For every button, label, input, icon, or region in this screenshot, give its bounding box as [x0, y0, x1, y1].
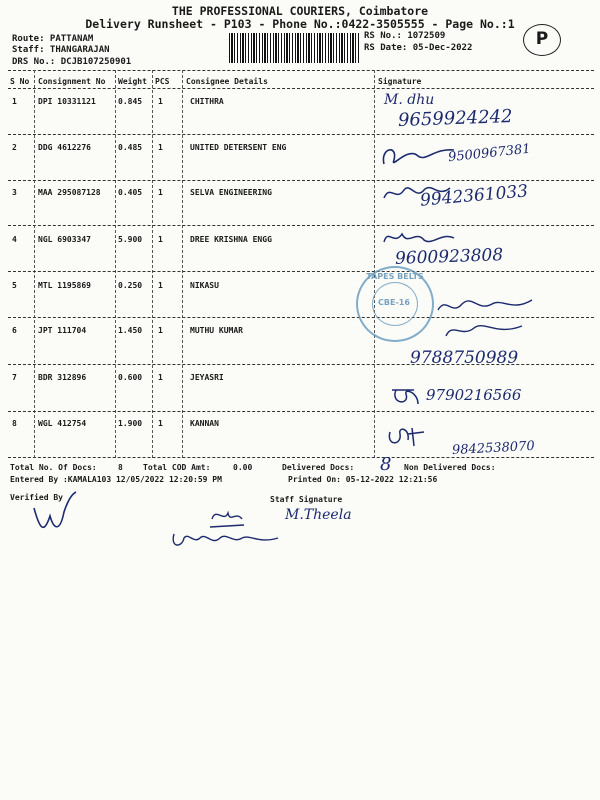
delivered-docs-handwritten: 8: [380, 454, 392, 475]
row-signature-scribble: [378, 140, 458, 174]
row-signature-phone: 9842538070: [451, 438, 536, 459]
row-consignment: MTL 1195869: [38, 281, 91, 290]
route-text: Route: PATTANAM: [12, 34, 94, 44]
row-weight: 0.600: [118, 373, 143, 382]
col-header-consignee: Consignee Details: [186, 77, 268, 86]
row-consignment: DDG 4612276: [38, 143, 91, 152]
row-signature-name: M. dhu: [384, 92, 435, 108]
rs-date: RS Date: 05-Dec-2022: [364, 43, 473, 53]
row-rule: [8, 411, 594, 412]
row-signature-phone: 9659924242: [397, 106, 513, 131]
row-pcs: 1: [158, 143, 163, 152]
row-signature-scribble: [384, 420, 434, 450]
row-weight: 1.450: [118, 326, 143, 335]
row-consignee: SELVA ENGINEERING: [190, 188, 272, 197]
row-sno: 4: [12, 235, 17, 244]
row-signature-phone: 9600923808: [394, 245, 504, 269]
row-signature-phone: 9942361033: [419, 181, 529, 211]
col-divider: [34, 70, 35, 458]
col-header-consignment: Consignment No: [38, 77, 106, 86]
row-consignment: BDR 312896: [38, 373, 87, 382]
drs-number: DRS No.: DCJB107250901: [12, 57, 132, 67]
company-stamp: [356, 266, 434, 342]
row-consignee: DREE KRISHNA ENGG: [190, 235, 272, 244]
row-pcs: 1: [158, 326, 163, 335]
runsheet-subtitle: Delivery Runsheet - P103 - Phone No.:0422-3505555 - Page No.:1: [85, 17, 515, 31]
col-header-signature: Signature: [378, 77, 422, 86]
row-consignment: WGL 412754: [38, 419, 87, 428]
staff-initial-scribble: [208, 505, 248, 529]
circle-mark-letter: P: [535, 29, 549, 49]
barcode: [229, 33, 359, 63]
handwritten-circle-mark: [523, 24, 561, 56]
entered-by: Entered By :KAMALA103 12/05/2022 12:20:59 PM: [10, 475, 222, 484]
row-pcs: 1: [158, 373, 163, 382]
total-cod-value: 0.00: [233, 463, 253, 472]
row-rule: [8, 134, 594, 135]
row-consignee: JEYASRI: [190, 373, 224, 382]
row-rule: [8, 364, 594, 365]
row-signature-scribble: [388, 382, 424, 410]
row-sno: 8: [12, 419, 17, 428]
col-header-weight: Weight: [118, 77, 147, 86]
row-consignee: NIKASU: [190, 281, 219, 290]
row-consignment: DPI 10331121: [38, 97, 96, 106]
table-top-rule: [8, 70, 594, 71]
row-pcs: 1: [158, 281, 163, 290]
row-consignment: JPT 111704: [38, 326, 87, 335]
row-sno: 7: [12, 373, 17, 382]
company-title: THE PROFESSIONAL COURIERS, Coimbatore: [171, 4, 429, 18]
table-header-rule: [8, 88, 594, 89]
row-weight: 5.900: [118, 235, 143, 244]
row-pcs: 1: [158, 235, 163, 244]
row-pcs: 1: [158, 419, 163, 428]
row-sno: 5: [12, 281, 17, 290]
row-signature-phone: 9788750989: [410, 348, 519, 368]
row-weight: 0.845: [118, 97, 143, 106]
col-divider: [374, 70, 375, 458]
delivered-docs-label: Delivered Docs:: [282, 463, 355, 472]
verified-by-label: Verified By: [10, 493, 63, 502]
staff-signature-name: M.Theela: [285, 507, 352, 523]
staff-full-signature: [168, 528, 288, 552]
row-pcs: 1: [158, 188, 163, 197]
total-cod-label: Total COD Amt:: [143, 463, 211, 472]
total-docs-label: Total No. Of Docs:: [10, 463, 97, 472]
row-weight: 0.485: [118, 143, 143, 152]
row-weight: 0.250: [118, 281, 143, 290]
row-consignee: UNITED DETERSENT ENG: [190, 143, 287, 152]
row-consignment: NGL 6903347: [38, 235, 91, 244]
printed-on: Printed On: 05-12-2022 12:21:56: [288, 475, 438, 484]
total-docs-value: 8: [118, 463, 123, 472]
col-header-pcs: PCS: [155, 77, 170, 86]
row-rule: [8, 271, 594, 272]
col-divider: [182, 70, 183, 458]
row-consignee: KANNAN: [190, 419, 219, 428]
row-consignee: CHITHRA: [190, 97, 224, 106]
staff-signature-label: Staff Signature: [270, 495, 343, 504]
col-divider: [152, 70, 153, 458]
row-weight: 0.405: [118, 188, 143, 197]
row-sno: 2: [12, 143, 17, 152]
table-bottom-rule: [8, 457, 594, 458]
row-weight: 1.900: [118, 419, 143, 428]
row-rule: [8, 225, 594, 226]
row-pcs: 1: [158, 97, 163, 106]
staff-text: Staff: THANGARAJAN: [12, 45, 110, 55]
row-sno: 6: [12, 326, 17, 335]
row-sno: 3: [12, 188, 17, 197]
rs-number: RS No.: 1072509: [364, 31, 446, 41]
col-header-sno: S No: [10, 77, 30, 86]
verifier-signature: [30, 490, 80, 536]
non-delivered-docs-label: Non Delivered Docs:: [404, 463, 496, 472]
row-signature-phone: 9500967381: [447, 141, 532, 166]
row-signature-scribble: [432, 292, 552, 342]
stamp-top-text: TAPES BELTS: [366, 272, 424, 281]
stamp-center-text: CBE-16: [378, 298, 410, 307]
row-consignment: MAA 295087128: [38, 188, 101, 197]
row-rule: [8, 180, 594, 181]
row-consignee: MUTHU KUMAR: [190, 326, 243, 335]
row-signature-phone: 9790216566: [426, 386, 522, 404]
col-divider: [115, 70, 116, 458]
row-sno: 1: [12, 97, 17, 106]
